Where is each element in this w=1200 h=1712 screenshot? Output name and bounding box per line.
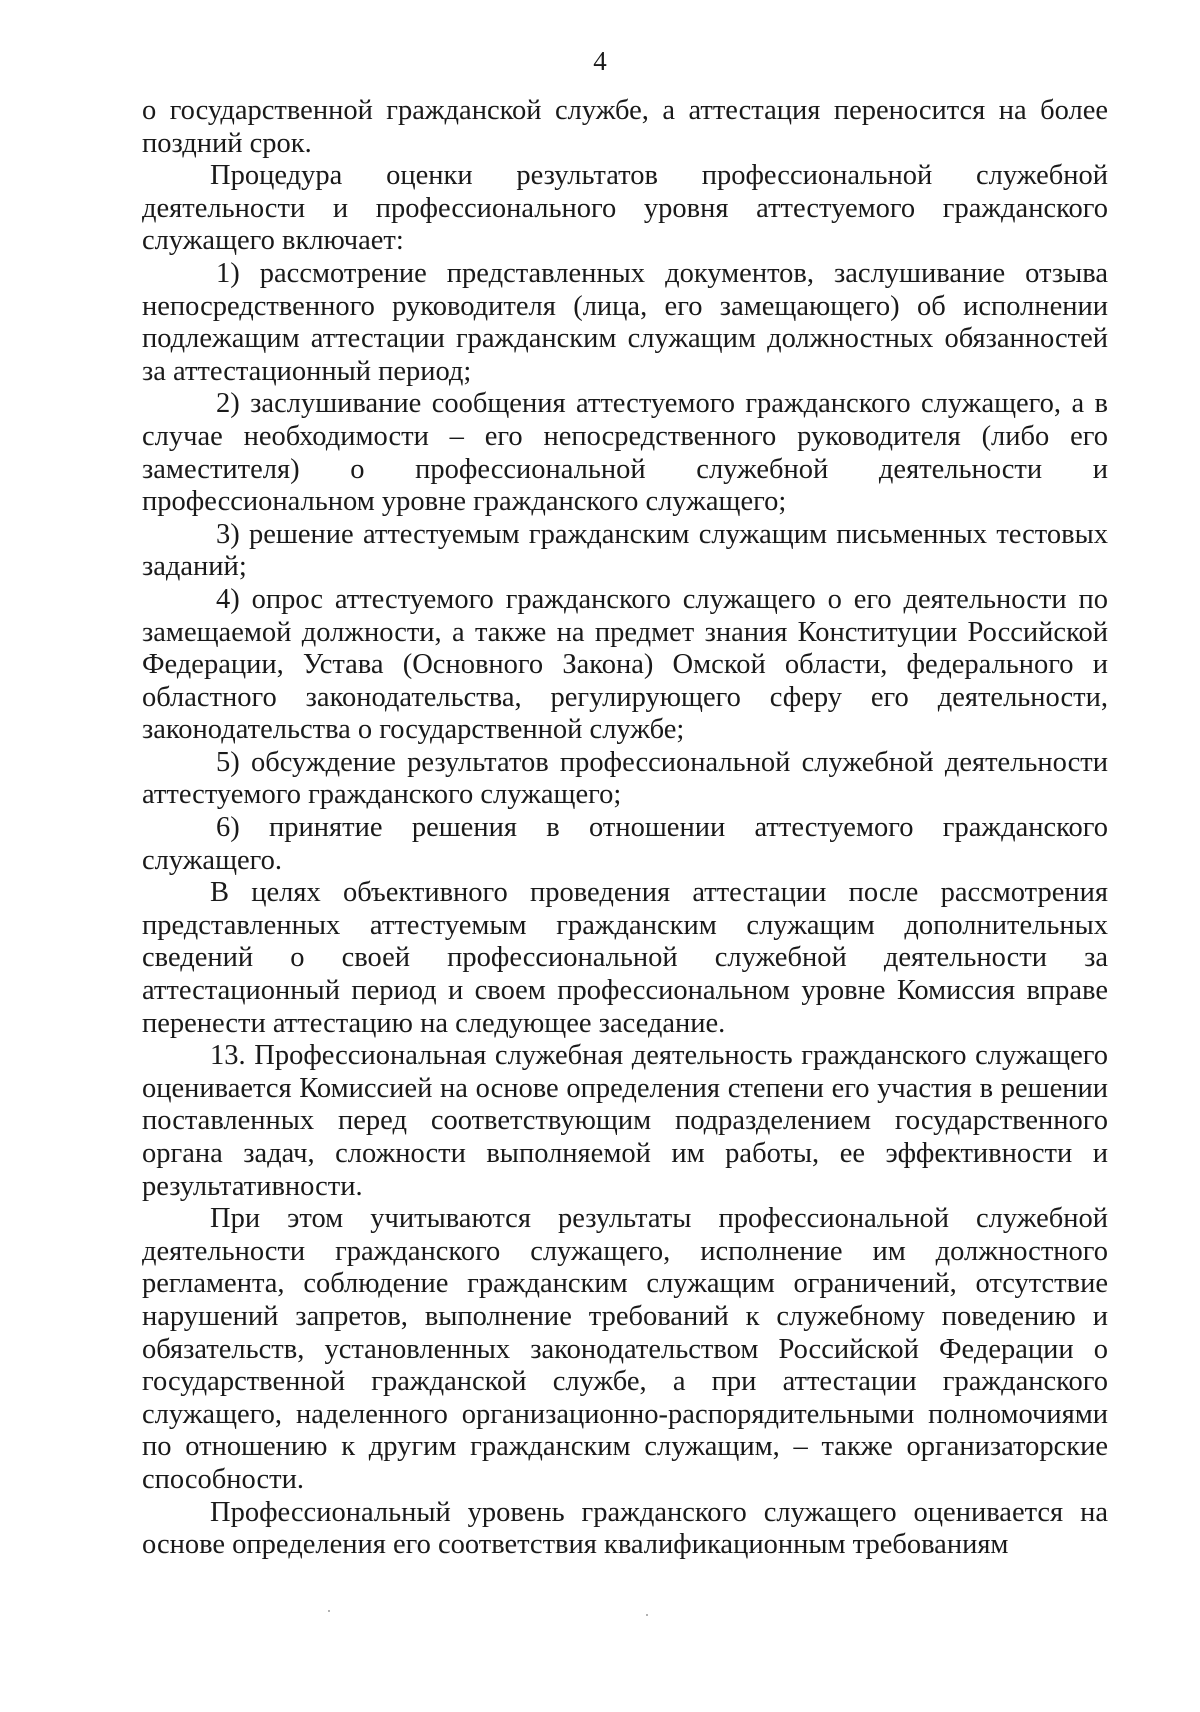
paragraph-evaluation-factors: При этом учитываются результаты профессиональной служебной деятельности гражданского служащего, исполнение им должностного регламента, соблюдение гражданским служащим ограничений, отсутствие нарушений запретов, выполнение требований к служебному поведению и обязательств, установленных законодательством Российской Федерации о государственной гражданской службе, а при аттестации гражданского служащего, наделенного организационно-распорядительными полномочиями по отношению к другим гражданским служащим, – также организаторские способности. [142,1203,1108,1495]
list-item-2: 2) заслушивание сообщения аттестуемого гражданского служащего, а в случае необходимости – его непосредственного руководителя (либо его заместителя) о профессиональной служебной деятельности и профессиональном уровне гражданского служащего; [142,388,1108,518]
document-body [142,95,1108,1562]
scan-speck [646,1614,648,1616]
paragraph-section-13: 13. Профессиональная служебная деятельность гражданского служащего оценивается Комиссией на основе определения степени его участия в решении поставленных перед соответствующим подразделением государственного органа задач, сложности выполняемой им работы, ее эффективности и результативности. [142,1040,1108,1202]
paragraph-postponement: В целях объективного проведения аттестации после рассмотрения представленных аттестуемым гражданским служащим дополнительных сведений о своей профессиональной служебной деятельности за аттестационный период и своем профессиональном уровне Комиссия вправе перенести аттестацию на следующее заседание. [142,877,1108,1039]
list-item-6: 6) принятие решения в отношении аттестуемого гражданского служащего. [142,812,1108,876]
list-item-1: 1) рассмотрение представленных документов, заслушивание отзыва непосредственного руководителя (лица, его замещающего) об исполнении подлежащим аттестации гражданским служащим должностных обязанностей за аттестационный период; [142,257,1108,387]
list-item-4: 4) опрос аттестуемого гражданского служащего о его деятельности по замещаемой должности, а также на предмет знания Конституции Российской Федерации, Устава (Основного Закона) Омской области, федерального и областного законодательства, регулирующего сферу его деятельности, законодательства о государственной службе; [142,583,1108,746]
list-item-3: 3) решение аттестуемым гражданским служащим письменных тестовых заданий; [142,518,1108,583]
paragraph-procedure-intro: Процедура оценки результатов профессиональной служебной деятельности и профессионального уровня аттестуемого гражданского служащего включает: [142,160,1108,257]
page-number: 4 [593,46,607,76]
list-item-5: 5) обсуждение результатов профессиональной служебной деятельности аттестуемого гражданского служащего; [142,746,1108,811]
scan-speck [328,1610,330,1612]
paragraph-professional-level: Профессиональный уровень гражданского служащего оценивается на основе определения его соответствия квалификационным требованиям [142,1496,1108,1561]
paragraph-continuation: о государственной гражданской службе, а аттестация переносится на более поздний срок. [142,95,1108,159]
